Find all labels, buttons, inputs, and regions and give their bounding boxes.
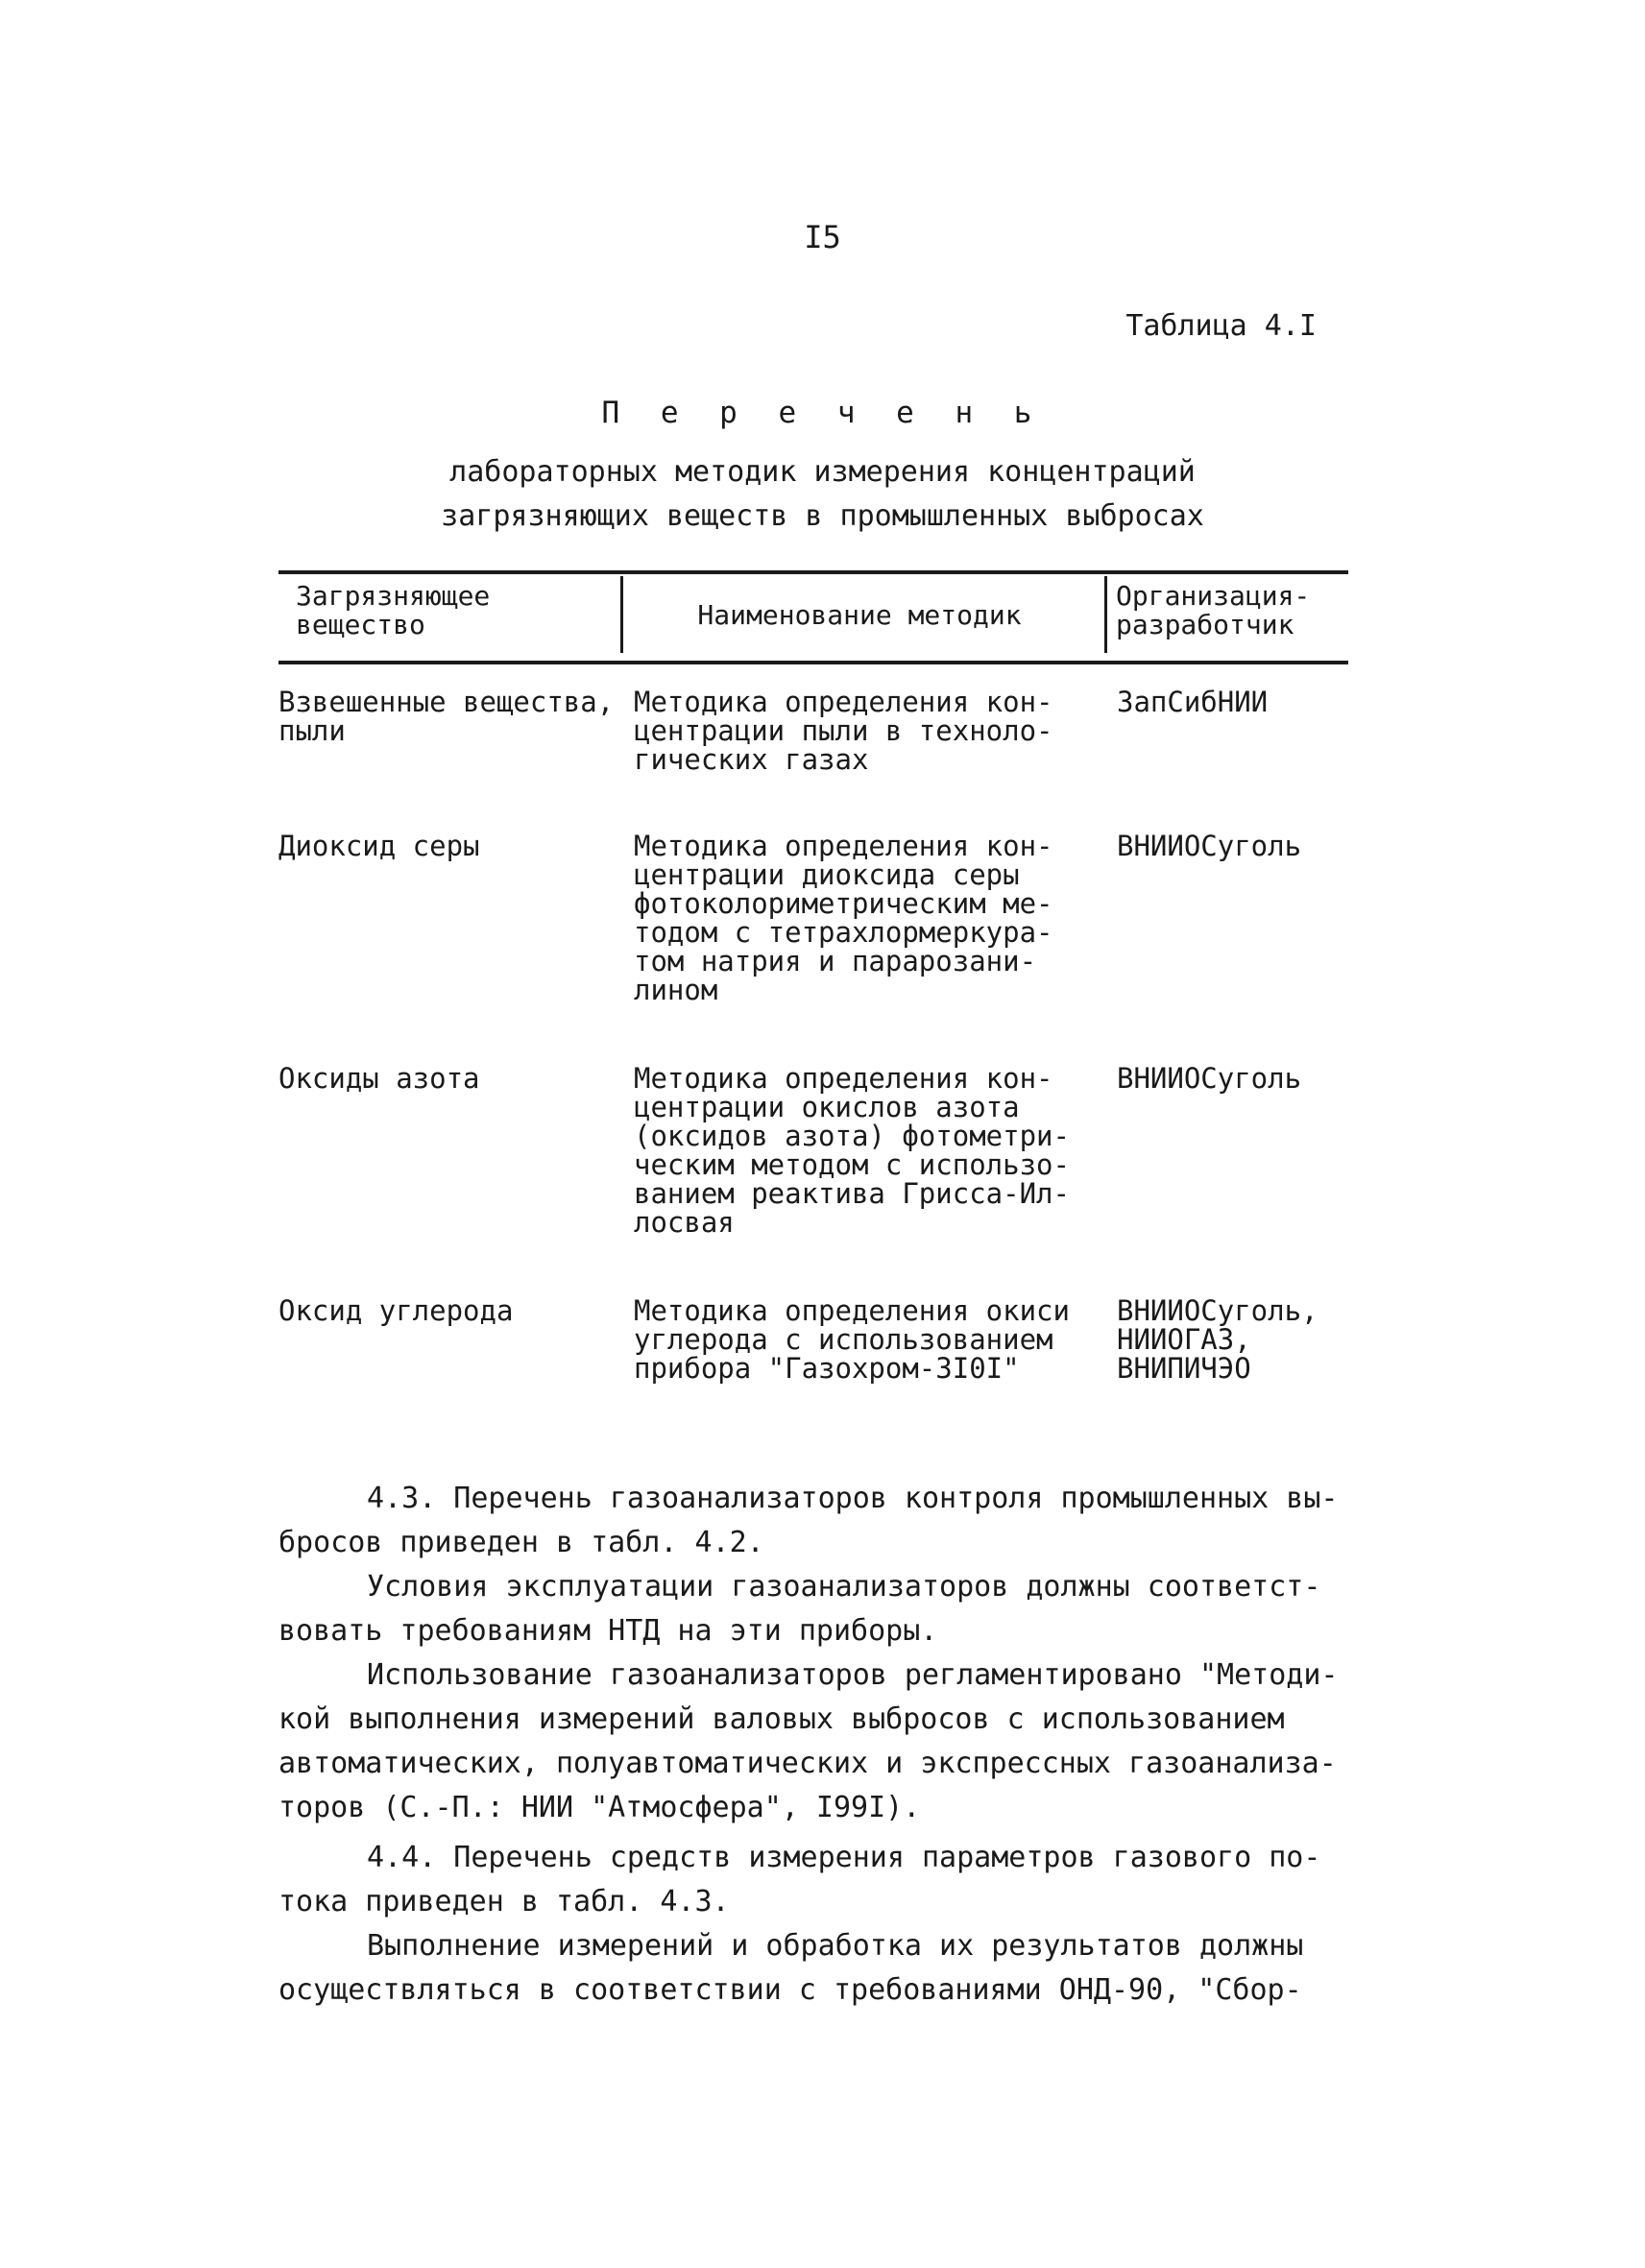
paragraph-line: Использование газоанализаторов регламентировано "Методи- xyxy=(367,1658,1339,1692)
paragraph-line: автоматических, полуавтоматических и экспрессных газоанализа- xyxy=(278,1747,1337,1780)
paragraph-usage xyxy=(278,1653,1373,1830)
paragraph-line: осуществляться в соответствии с требованиями ОНД-90, "Сбор- xyxy=(278,1973,1302,2007)
paragraph-line: бросов приведен в табл. 4.2. xyxy=(278,1526,764,1559)
cell-organization: ВНИИОСуголь xyxy=(1117,1062,1302,1095)
paragraph-4-4 xyxy=(278,1836,1373,1924)
table-title: П е р е ч е н ь xyxy=(601,396,1044,430)
paragraph-conditions xyxy=(278,1565,1373,1653)
cell-method: Методика определения кон- центрации пыли в техноло- гических газах xyxy=(634,686,1053,776)
table-subtitle-line-2: загрязняющих веществ в промышленных выбросах xyxy=(441,499,1204,533)
paragraph-4-3 xyxy=(278,1477,1373,1565)
paragraph-line: вовать требованиям НТД на эти приборы. xyxy=(278,1614,938,1648)
header-separator xyxy=(1104,576,1107,653)
table-top-rule xyxy=(278,570,1348,574)
cell-substance: Взвешенные вещества, пыли xyxy=(278,686,615,747)
paragraph-line: Выполнение измерений и обработка их результатов должны xyxy=(367,1929,1304,1963)
header-separator xyxy=(620,576,623,653)
page-number: I5 xyxy=(804,219,841,255)
table-subtitle-line-1: лабораторных методик измерения концентраций xyxy=(449,455,1196,489)
cell-method: Методика определения кон- центрации окислов азота (оксидов азота) фотометри- ческим методом с использо- ванием реактива Грисса-Ил- лосвая xyxy=(634,1062,1070,1239)
cell-method: Методика определения кон- центрации диоксида серы фотоколориметрическим ме- тодом с тетрахлормеркура- том натрия и парарозани- лином xyxy=(634,830,1053,1006)
cell-substance: Оксид углерода xyxy=(278,1294,514,1327)
table-header-rule xyxy=(278,661,1348,664)
cell-method: Методика определения окиси углерода с использованием прибора "Газохром-3I0I" xyxy=(634,1294,1070,1385)
cell-organization: ВНИИОСуголь, НИИОГАЗ, ВНИПИЧЭО xyxy=(1117,1294,1318,1385)
paragraph-line: кой выполнения измерений валовых выбросов с использованием xyxy=(278,1702,1285,1736)
paragraph-line: торов (С.-П.: НИИ "Атмосфера", I99I). xyxy=(278,1791,921,1824)
cell-substance: Оксиды азота xyxy=(278,1062,480,1095)
header-organization: Организация- разработчик xyxy=(1116,580,1311,640)
paragraph-line: тока приведен в табл. 4.3. xyxy=(278,1885,730,1918)
header-substance: Загрязняющее вещество xyxy=(296,580,491,640)
paragraph-line: 4.3. Перечень газоанализаторов контроля промышленных вы- xyxy=(367,1482,1339,1515)
cell-organization: ВНИИОСуголь xyxy=(1117,830,1302,862)
cell-substance: Диоксид серы xyxy=(278,830,480,862)
cell-organization: ЗапСибНИИ xyxy=(1117,686,1269,718)
paragraph-line: Условия эксплуатации газоанализаторов должны соответст- xyxy=(367,1570,1321,1604)
table-label: Таблица 4.I xyxy=(1125,309,1317,343)
header-method: Наименование методик xyxy=(697,599,1022,631)
paragraph-line: 4.4. Перечень средств измерения параметров газового по- xyxy=(367,1841,1321,1874)
paragraph-execution xyxy=(278,1924,1373,2013)
